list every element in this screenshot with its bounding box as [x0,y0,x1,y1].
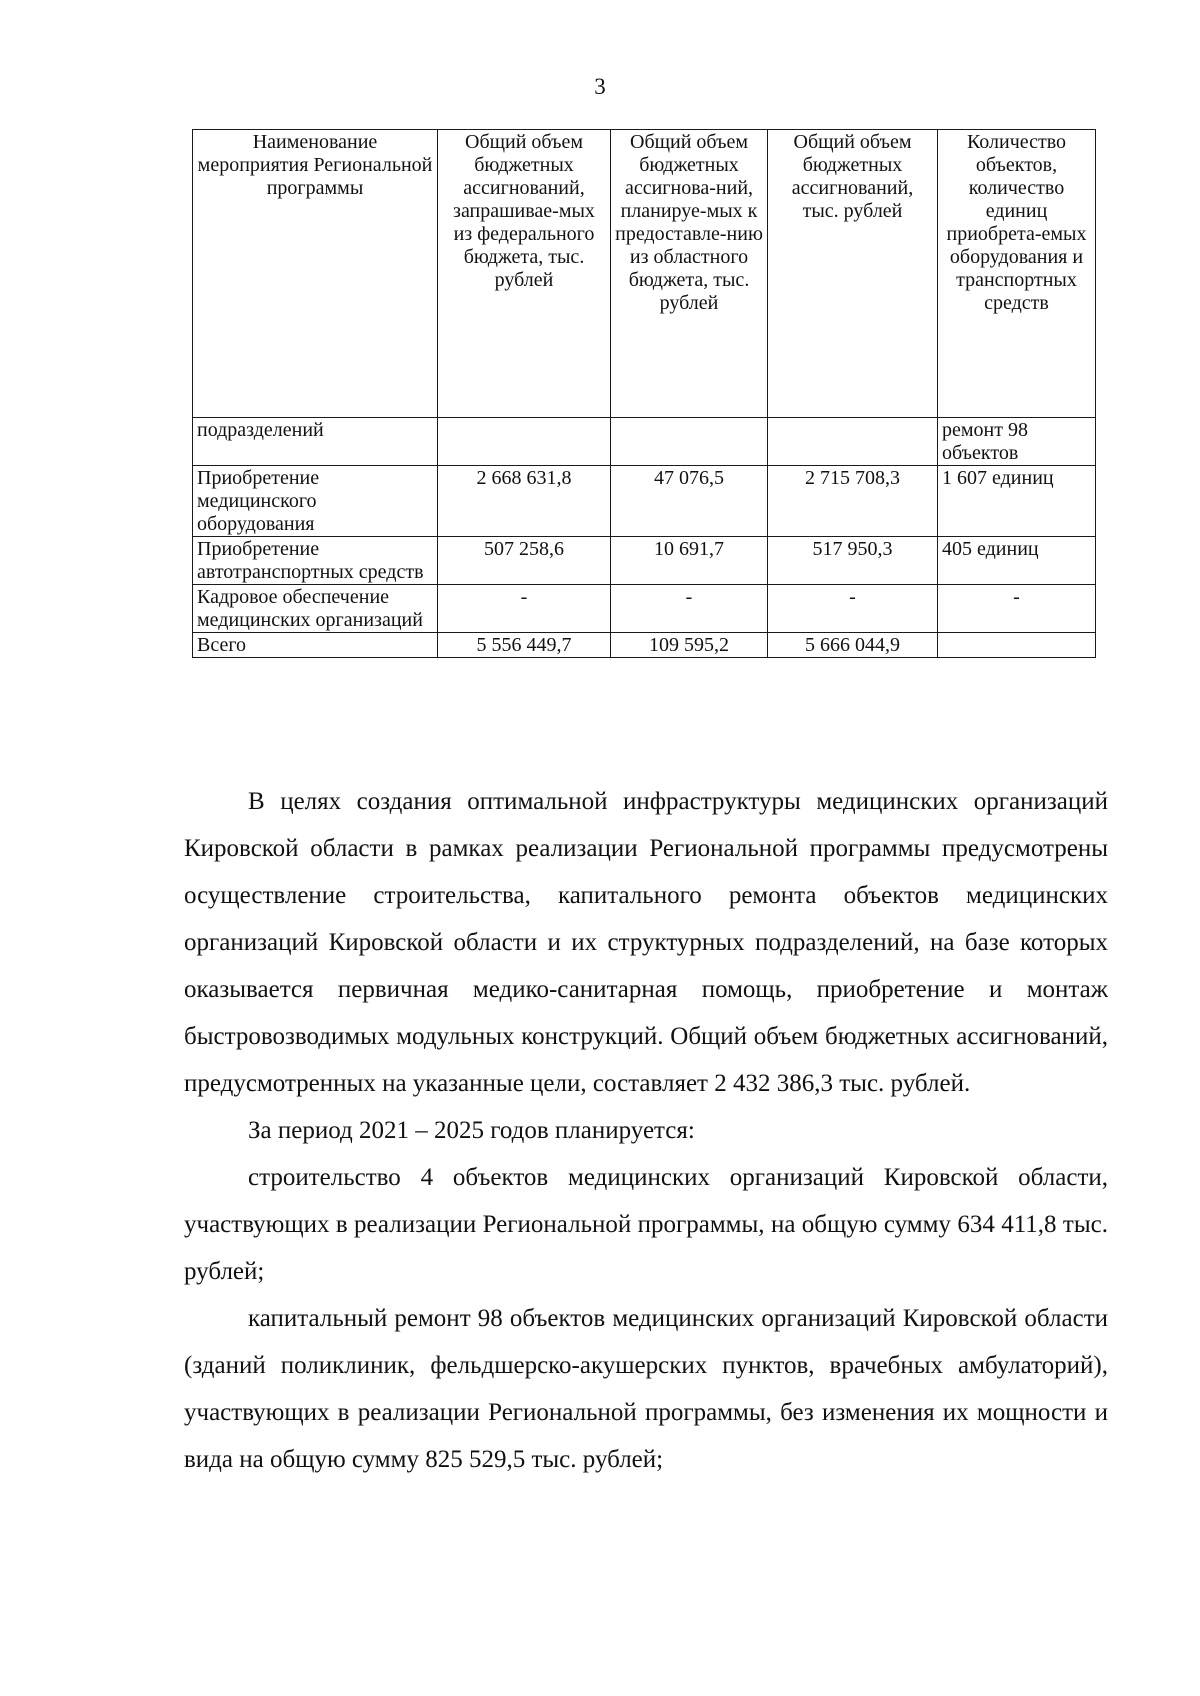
header-federal-budget: Общий объем бюджетных ассигнований, запрашивае-мых из федерального бюджета, тыс. рублей [438,130,611,418]
table-cell: Приобретение автотранспортных средств [193,537,438,585]
table-cell: - [938,585,1096,633]
table-cell: 47 076,5 [611,466,768,537]
table-cell: 507 258,6 [438,537,611,585]
table-cell [438,418,611,466]
header-total-budget: Общий объем бюджетных ассигнований, тыс. рублей [768,130,938,418]
table-cell: 405 единиц [938,537,1096,585]
table-cell: 5 666 044,9 [768,633,938,658]
table-header-row [193,130,1096,418]
table-cell: 517 950,3 [768,537,938,585]
table-cell: 1 607 единиц [938,466,1096,537]
header-object-count: Количество объектов, количество единиц приобрета-емых оборудования и транспортных средств [938,130,1096,418]
budget-table [192,129,1096,658]
header-event-name: Наименование мероприятия Региональной программы [193,130,438,418]
table-row [193,537,1096,585]
body-text [184,778,1108,1483]
table-cell: Кадровое обеспечение медицинских организаций [193,585,438,633]
table-cell: - [611,585,768,633]
table-cell: 2 668 631,8 [438,466,611,537]
paragraph: строительство 4 объектов медицинских организаций Кировской области, участвующих в реализации Региональной программы, на общую сумму 634 411,8 тыс. рублей; [184,1164,1108,1285]
table-row [193,466,1096,537]
table-cell: ремонт 98 объектов [938,418,1096,466]
table-cell: 2 715 708,3 [768,466,938,537]
table-cell: Всего [193,633,438,658]
table-cell: 109 595,2 [611,633,768,658]
table-cell: 5 556 449,7 [438,633,611,658]
table-cell [938,633,1096,658]
table-cell: - [438,585,611,633]
table-row-total [193,633,1096,658]
table-cell: Приобретение медицинского оборудования [193,466,438,537]
paragraph: капитальный ремонт 98 объектов медицинских организаций Кировской области (зданий поликлиник, фельдшерско-акушерских пунктов, врачебных амбулаторий), участвующих в реализации Региональной программы, без изменения их мощности и вида на общую сумму 825 529,5 тыс. рублей; [184,1305,1108,1473]
page-number: 3 [594,74,606,99]
table-cell: 10 691,7 [611,537,768,585]
header-regional-budget: Общий объем бюджетных ассигнова-ний, планируе-мых к предоставле-нию из областного бюджета, тыс. рублей [611,130,768,418]
paragraph: В целях создания оптимальной инфраструктуры медицинских организаций Кировской области в рамках реализации Региональной программы предусмотрены осуществление строительства, капитального ремонта объектов медицинских организаций Кировской области и их структурных подразделений, на базе которых оказывается первичная медико-санитарная помощь, приобретение и монтаж быстровозводимых модульных конструкций. Общий объем бюджетных ассигнований, предусмотренных на указанные цели, составляет 2 432 386,3 тыс. рублей. [184,788,1108,1097]
table-cell [611,418,768,466]
table-cell: - [768,585,938,633]
table-cell [768,418,938,466]
paragraph: За период 2021 – 2025 годов планируется: [248,1117,695,1144]
table-row [193,585,1096,633]
table-cell: подразделений [193,418,438,466]
table-row [193,418,1096,466]
